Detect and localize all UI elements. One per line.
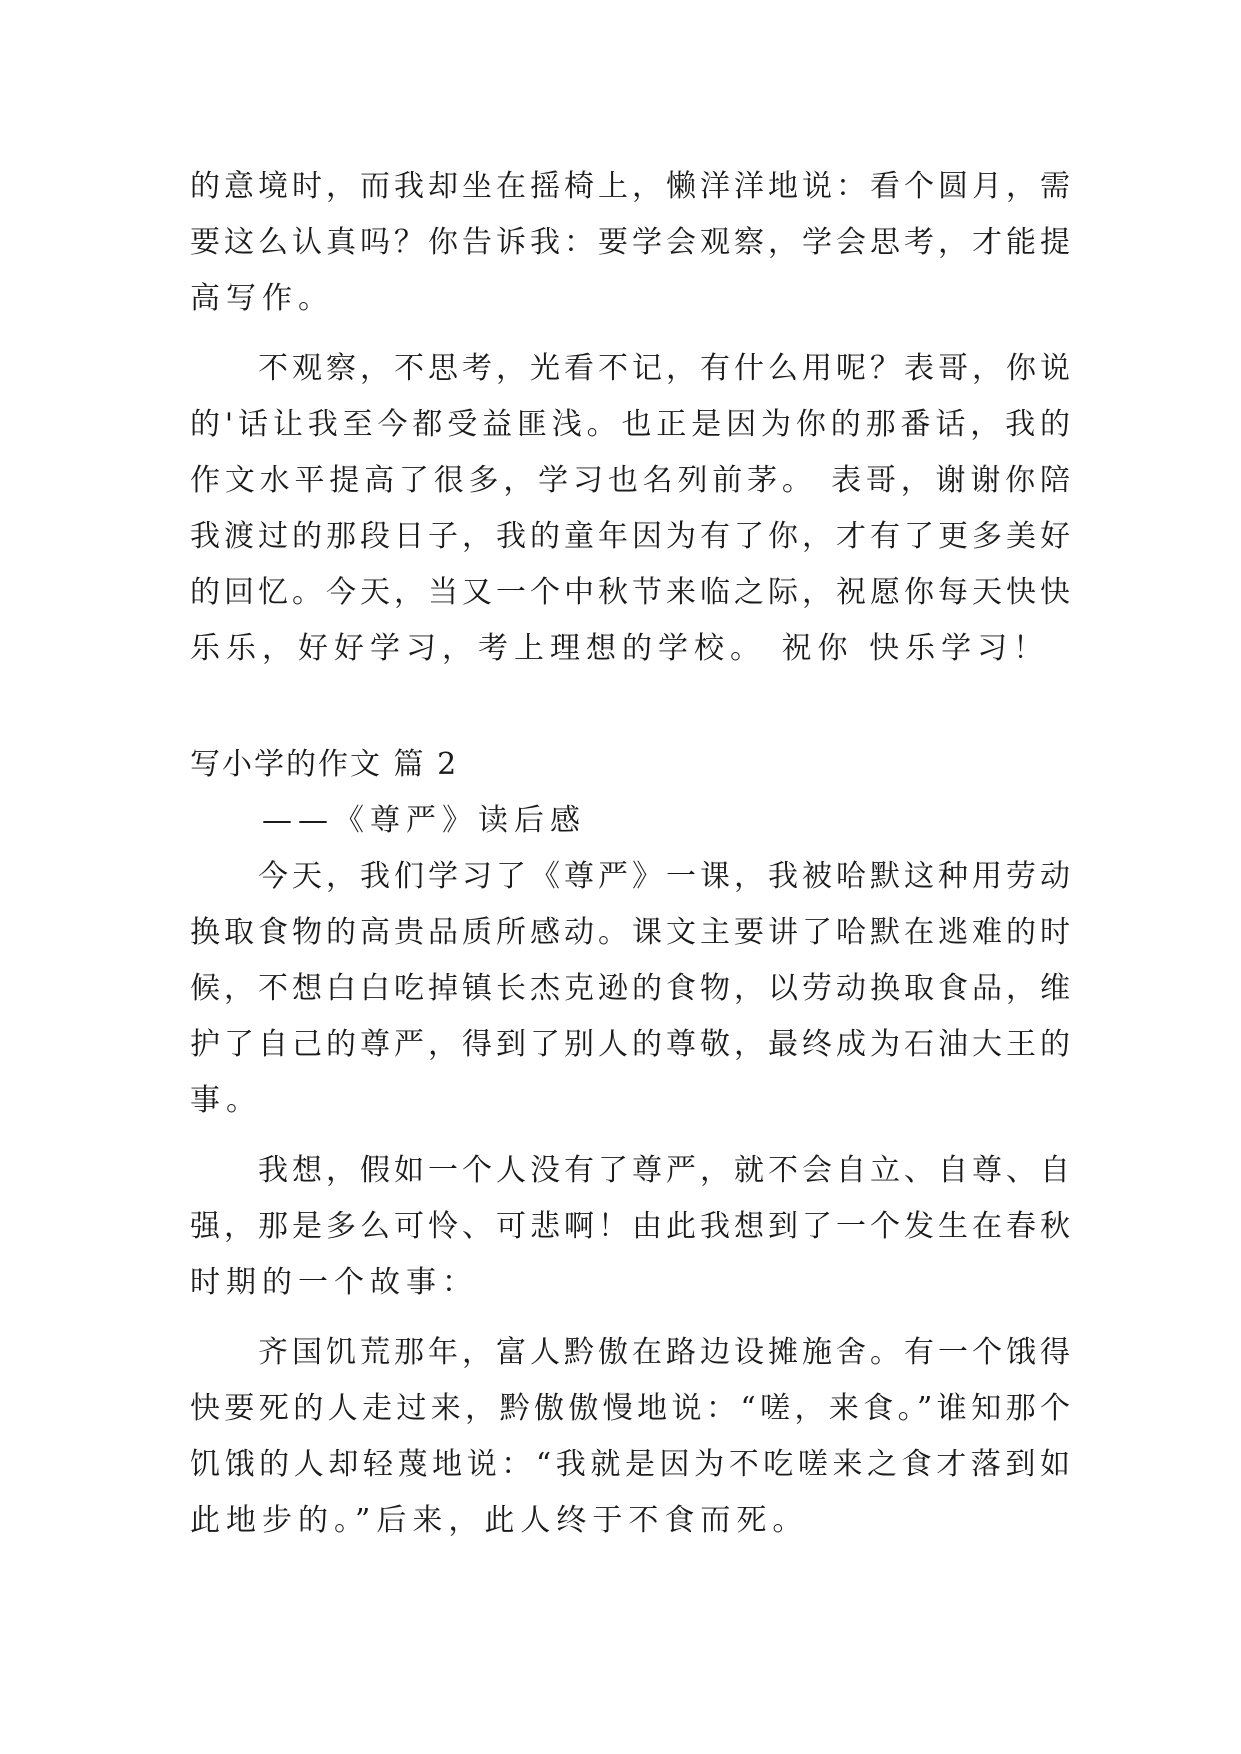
section-subtitle: ——《尊严》读后感 — [190, 803, 586, 838]
text-line: 快要死的人走过来，黔傲傲慢地说：“嗟，来食。”谁知那个 — [190, 1391, 1070, 1426]
text-line: 作文水平提高了很多，学习也名列前茅。 表哥，谢谢你陪 — [190, 463, 1070, 498]
text-line: 的回忆。今天，当又一个中秋节来临之际，祝愿你每天快快 — [190, 575, 1070, 610]
text-line: 高写作。 — [190, 281, 334, 316]
text-line: 的'话让我至今都受益匪浅。也正是因为你的那番话，我的 — [190, 407, 1070, 442]
text-line: 时期的一个故事： — [190, 1265, 478, 1300]
text-line: 要这么认真吗？你告诉我：要学会观察，学会思考，才能提 — [190, 225, 1070, 260]
text-line: 此地步的。”后来，此人终于不食而死。 — [190, 1503, 809, 1538]
text-line: 饥饿的人却轻蔑地说：“我就是因为不吃嗟来之食才落到如 — [190, 1447, 1070, 1482]
text-line: 乐乐，好好学习，考上理想的学校。 祝你 快乐学习！ — [190, 631, 1050, 666]
text-line: 我渡过的那段日子，我的童年因为有了你，才有了更多美好 — [190, 519, 1070, 554]
text-line: 的意境时，而我却坐在摇椅上，懒洋洋地说：看个圆月，需 — [190, 169, 1070, 204]
text-line: 护了自己的尊严，得到了别人的尊敬，最终成为石油大王的 — [190, 1027, 1070, 1062]
text-line: 齐国饥荒那年，富人黔傲在路边设摊施舍。有一个饿得 — [190, 1335, 1070, 1370]
text-line: 事。 — [190, 1083, 262, 1118]
text-line: 我想，假如一个人没有了尊严，就不会自立、自尊、自 — [190, 1153, 1070, 1188]
section-title: 写小学的作文 篇 2 — [190, 747, 459, 782]
text-line: 换取食物的高贵品质所感动。课文主要讲了哈默在逃难的时 — [190, 915, 1070, 950]
text-line: 候，不想白白吃掉镇长杰克逊的食物，以劳动换取食品，维 — [190, 971, 1070, 1006]
text-line: 强，那是多么可怜、可悲啊！由此我想到了一个发生在春秋 — [190, 1209, 1070, 1244]
text-line: 今天，我们学习了《尊严》一课，我被哈默这种用劳动 — [190, 859, 1070, 894]
text-line: 不观察，不思考，光看不记，有什么用呢？表哥，你说 — [190, 351, 1070, 386]
